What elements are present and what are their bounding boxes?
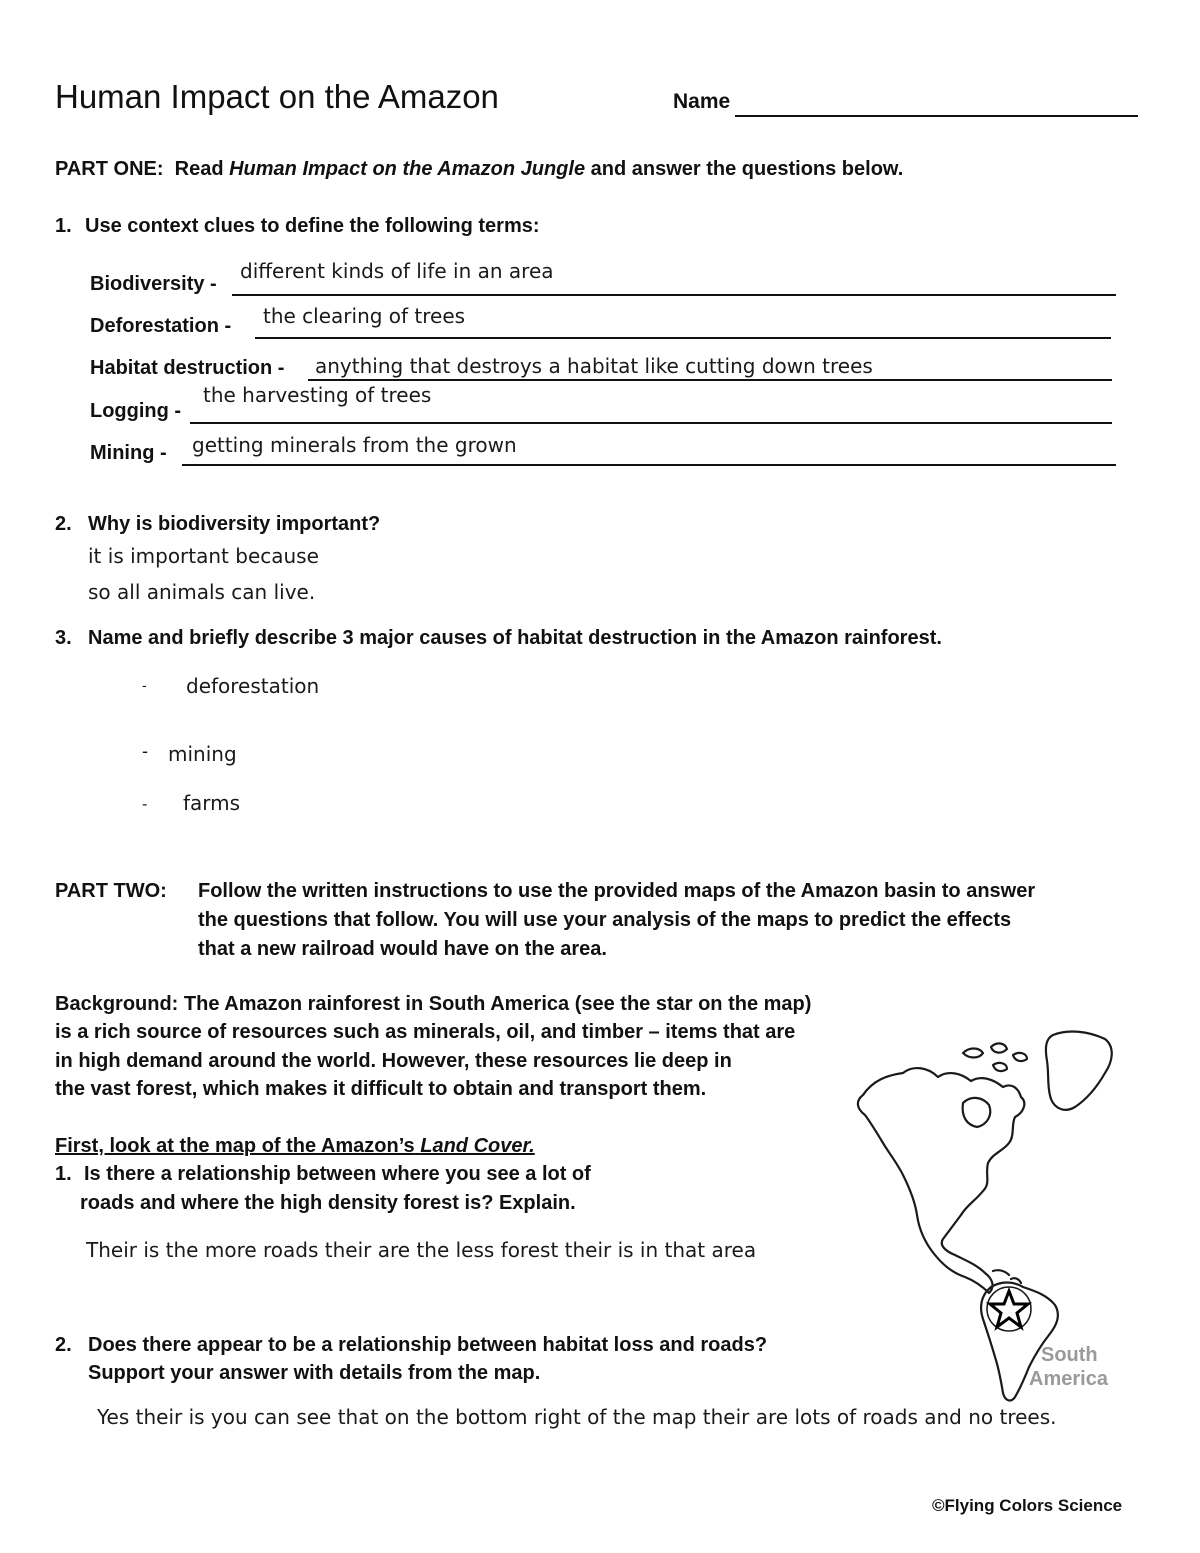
map-label-america: America: [1029, 1368, 1108, 1390]
part-two-question-1-answer[interactable]: Their is the more roads their are the less forest their is in that area: [86, 1238, 757, 1262]
term-answer[interactable]: anything that destroys a habitat like cutting down trees: [315, 354, 873, 378]
part-two-question-2-prompt: Support your answer with details from the map.: [88, 1362, 541, 1384]
question-1-prompt: Use context clues to define the following terms:: [85, 215, 540, 237]
term-label: Habitat destruction -: [90, 357, 285, 379]
reading-title: Human Impact on the Amazon Jungle: [229, 158, 586, 180]
americas-map: [843, 1025, 1128, 1405]
worksheet-title: Human Impact on the Amazon: [55, 78, 499, 115]
term-answer[interactable]: the clearing of trees: [263, 304, 466, 328]
term-answer[interactable]: getting minerals from the grown: [192, 433, 517, 457]
first-look-instruction: [55, 1135, 535, 1158]
part-two-question-2-prompt: Does there appear to be a relationship between habitat loss and roads?: [88, 1334, 768, 1356]
land-cover-title: Land Cover.: [420, 1135, 535, 1157]
part-one-instructions: and answer the questions below.: [590, 158, 904, 180]
term-answer[interactable]: the harvesting of trees: [203, 383, 432, 407]
background-line: is a rich source of resources such as minerals, oil, and timber – items that are: [55, 1021, 796, 1043]
bullet: -: [142, 741, 148, 761]
term-label: Biodiversity -: [90, 273, 217, 295]
part-one-read: Read: [174, 158, 224, 180]
answer-line: [182, 464, 1116, 466]
question-2-answer-line[interactable]: it is important because: [88, 544, 319, 568]
question-2-number: 2.: [55, 513, 72, 535]
term-answer[interactable]: different kinds of life in an area: [240, 259, 554, 283]
part-one-label: PART ONE:: [55, 158, 164, 180]
amazon-star-icon: [987, 1287, 1031, 1331]
question-1-number: 1.: [55, 215, 72, 237]
question-2-prompt: Why is biodiversity important?: [88, 513, 381, 535]
copyright-footer: ©Flying Colors Science: [932, 1496, 1123, 1515]
bullet: -: [142, 796, 148, 813]
question-3-prompt: Name and briefly describe 3 major causes of habitat destruction in the Amazon rainforest.: [88, 627, 942, 649]
part-two-question-1-number: 1.: [55, 1163, 72, 1185]
part-two-line: Follow the written instructions to use the provided maps of the Amazon basin to answer: [198, 880, 1036, 902]
answer-line: [308, 379, 1112, 381]
part-two-line: that a new railroad would have on the area.: [198, 938, 607, 960]
hudson-bay: [963, 1098, 991, 1127]
part-one-intro: [55, 158, 903, 181]
background-line: in high demand around the world. However, these resources lie deep in: [55, 1050, 732, 1072]
cause-answer[interactable]: farms: [183, 791, 241, 815]
name-field-line[interactable]: [735, 115, 1138, 117]
bullet: -: [142, 677, 147, 693]
question-3-number: 3.: [55, 627, 72, 649]
name-label: Name: [673, 90, 731, 113]
part-two-question-1-prompt: Is there a relationship between where you see a lot of: [84, 1163, 591, 1185]
cause-answer[interactable]: mining: [168, 742, 237, 766]
term-label: Logging -: [90, 400, 182, 422]
background-line: Background: The Amazon rainforest in South America (see the star on the map): [55, 993, 812, 1015]
term-label: Mining -: [90, 442, 167, 464]
north-america-outline: [858, 1068, 1024, 1293]
greenland-outline: [1046, 1032, 1112, 1110]
part-two-label: PART TWO:: [55, 880, 167, 902]
first-look-text: First, look at the map of the Amazon’s: [55, 1135, 415, 1157]
answer-line: [255, 337, 1111, 339]
part-two-question-2-answer[interactable]: Yes their is you can see that on the bottom right of the map their are lots of roads and no trees.: [97, 1405, 1057, 1429]
cause-answer[interactable]: deforestation: [186, 674, 320, 698]
question-2-answer-line[interactable]: so all animals can live.: [88, 580, 316, 604]
term-label: Deforestation -: [90, 315, 232, 337]
answer-line: [190, 422, 1112, 424]
background-line: the vast forest, which makes it difficult to obtain and transport them.: [55, 1078, 707, 1100]
part-two-question-2-number: 2.: [55, 1334, 72, 1356]
map-label-south: South: [1041, 1344, 1098, 1366]
answer-line: [232, 294, 1116, 296]
part-two-question-1-prompt: roads and where the high density forest is? Explain.: [80, 1192, 576, 1214]
part-two-line: the questions that follow. You will use your analysis of the maps to predict the effects: [198, 909, 1012, 931]
